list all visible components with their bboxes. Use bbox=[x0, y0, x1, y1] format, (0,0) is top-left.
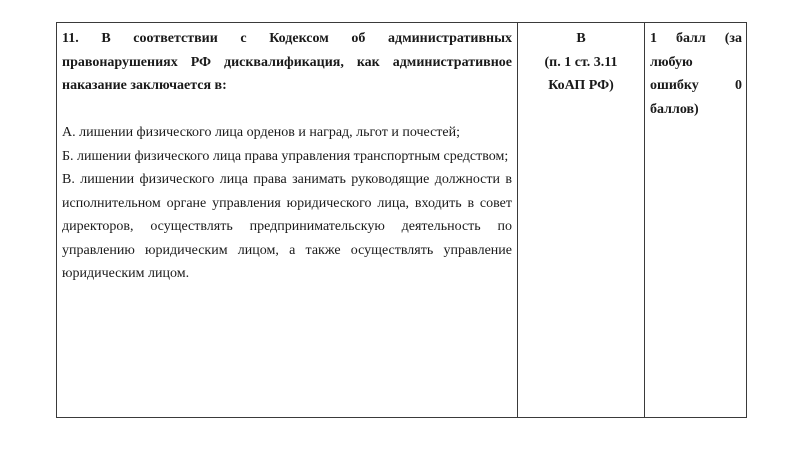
question-table bbox=[56, 22, 747, 418]
spacer bbox=[62, 98, 512, 122]
answer-letter: В bbox=[576, 31, 586, 46]
answer-cell bbox=[518, 23, 645, 417]
score-text: 1 балл (за любую ошибку 0 баллов) bbox=[650, 31, 742, 117]
question-title: 11. В соответствии с Кодексом об административных правонарушениях РФ дисквалификация, как административное наказание заключается в: bbox=[62, 31, 512, 93]
option-c: В. лишении физического лица права занимать руководящие должности в исполнительном органе управления юридического лица, входить в совет директоров, осуществлять предпринимательскую деятельность по управлению юридическим лицом, а также осуществлять управление юридическим лицом. bbox=[62, 172, 512, 281]
answer-reference-line2: КоАП РФ) bbox=[548, 78, 614, 93]
answer-reference-line1: (п. 1 ст. 3.11 bbox=[544, 54, 618, 70]
option-a: А. лишении физического лица орденов и наград, льгот и почестей; bbox=[62, 125, 461, 140]
score-cell bbox=[645, 23, 746, 417]
question-cell bbox=[57, 23, 518, 417]
option-b: Б. лишении физического лица права управления транспортным средством; bbox=[62, 148, 509, 164]
